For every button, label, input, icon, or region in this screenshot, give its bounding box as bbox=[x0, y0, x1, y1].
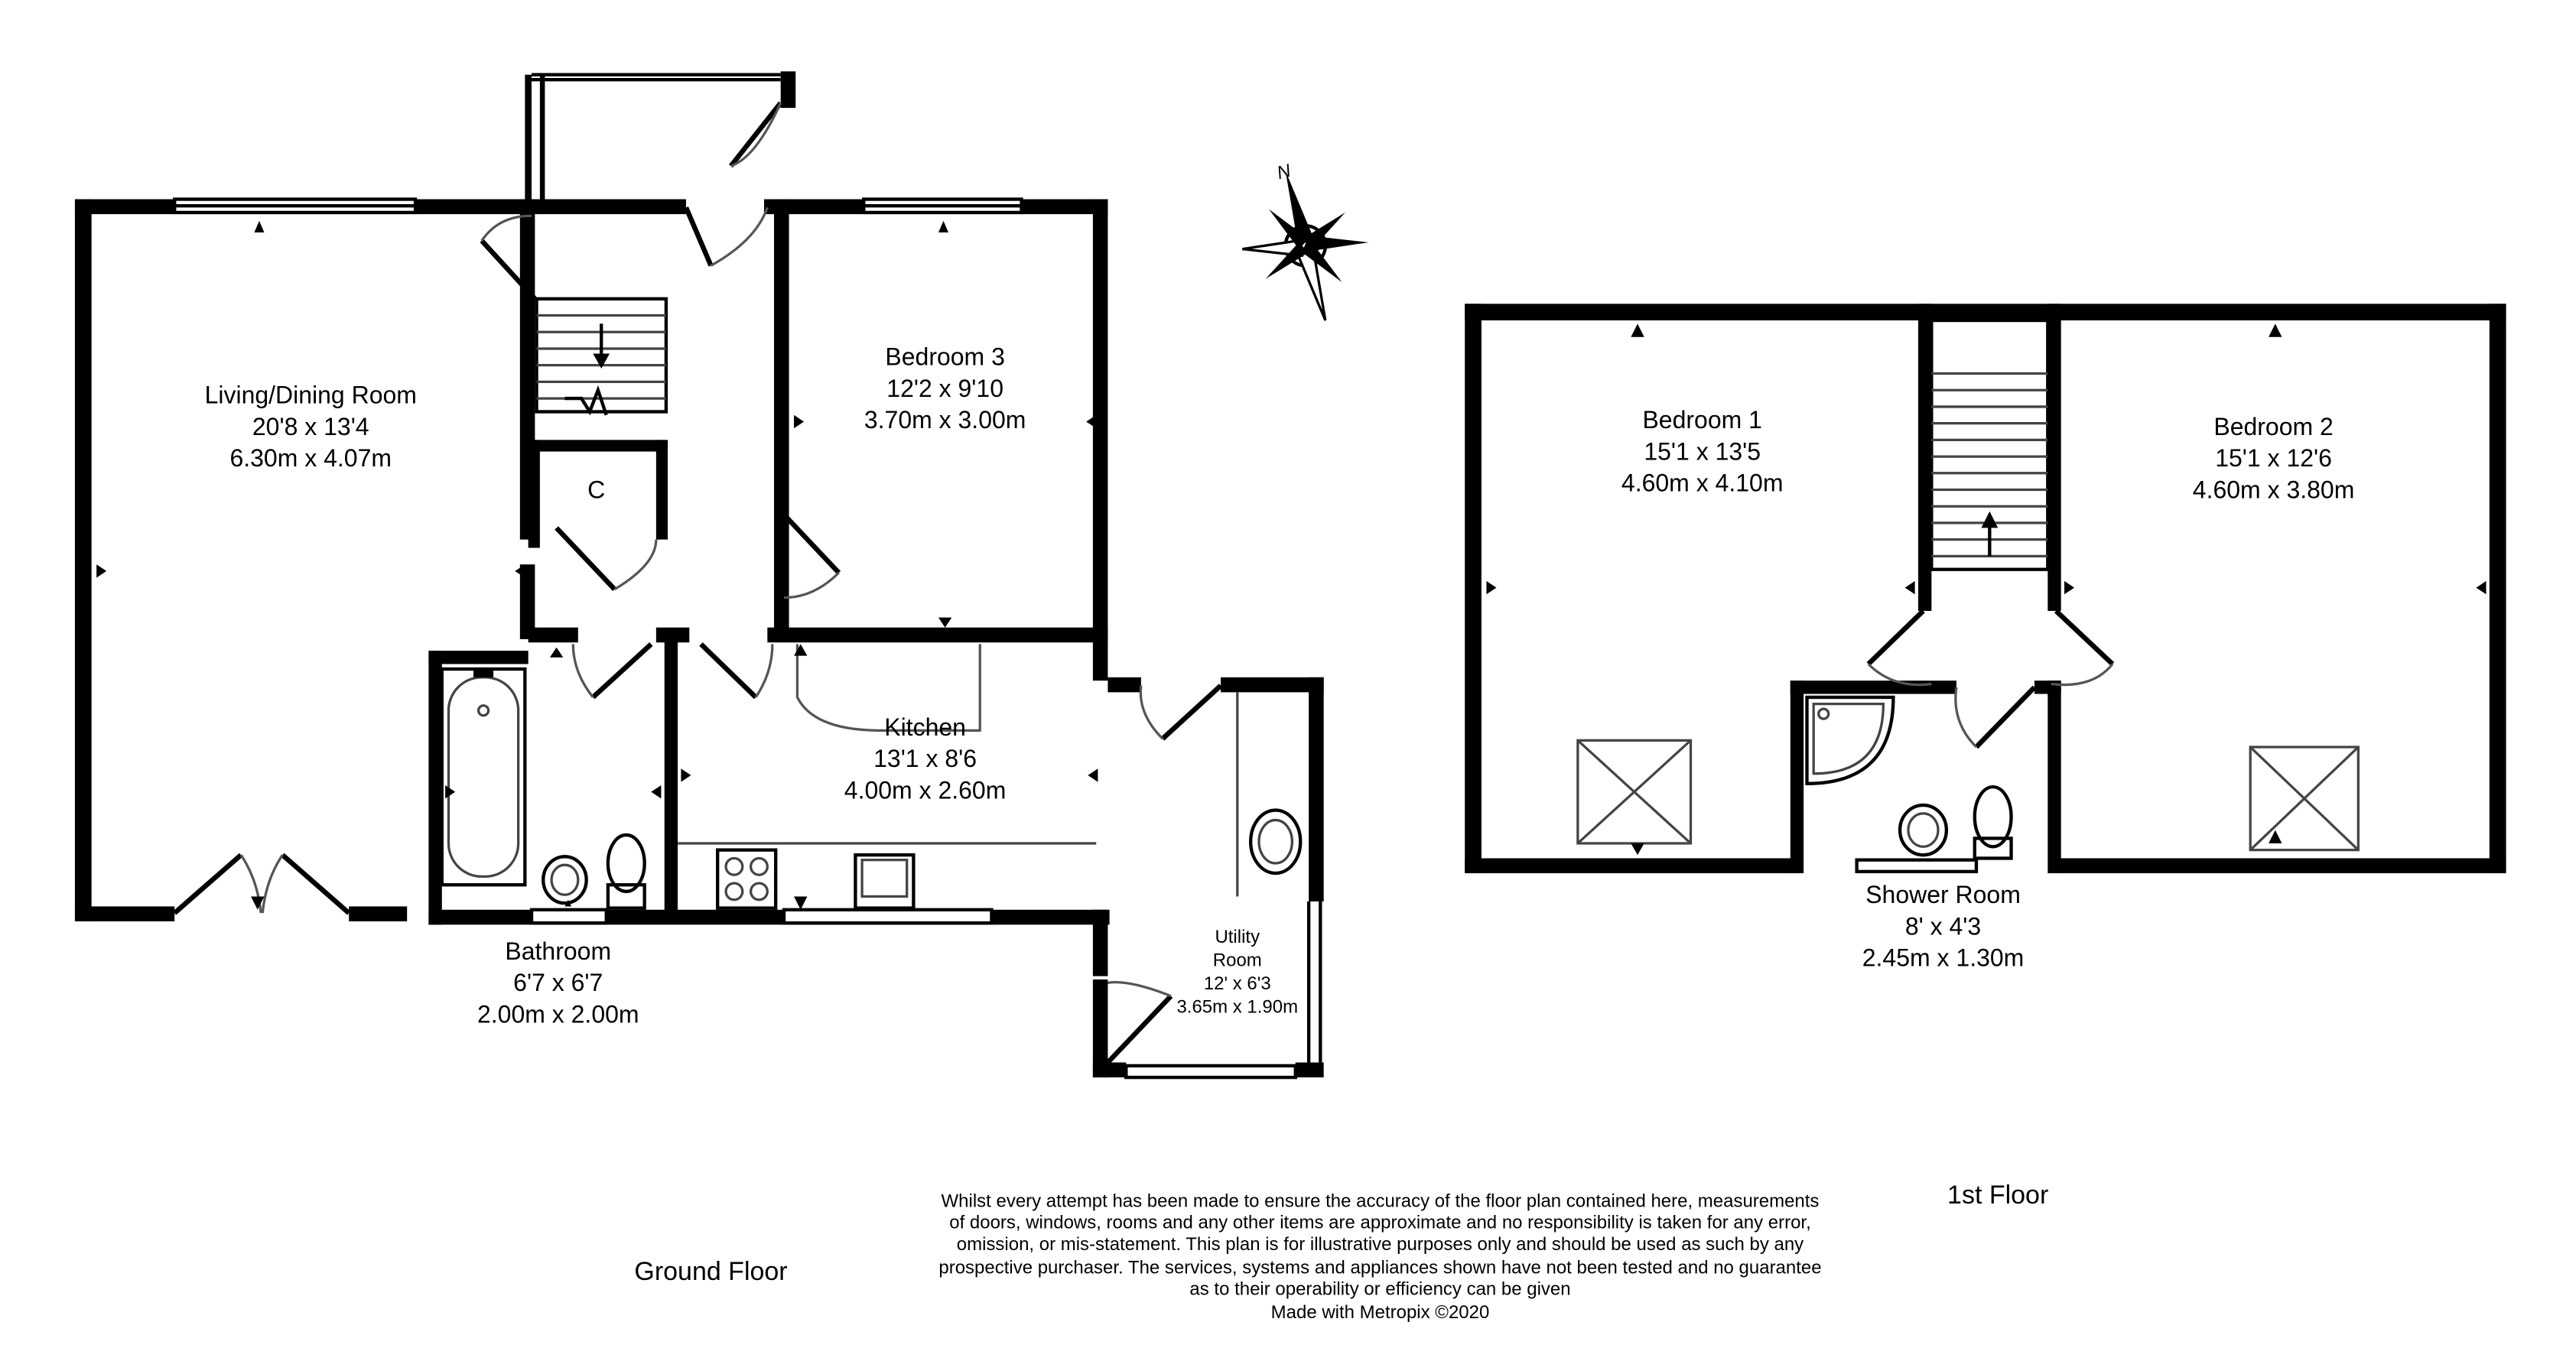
first-floor-plan bbox=[1465, 304, 2506, 1210]
disclaimer-line: as to their operability or efficiency can be given bbox=[1189, 1278, 1571, 1300]
shower-tray-icon bbox=[1807, 697, 1893, 784]
bathroom-metric: 2.00m x 2.00m bbox=[476, 1000, 639, 1028]
ground-floor-label: Ground Floor bbox=[634, 1256, 788, 1286]
shower-room-window bbox=[1857, 860, 1976, 872]
disclaimer-line: prospective purchaser. The services, systems and appliances shown have not been tested and no guarantee bbox=[938, 1257, 1822, 1278]
bedroom2-door[interactable] bbox=[2051, 611, 2113, 685]
bedroom1-metric: 4.60m x 4.10m bbox=[1621, 469, 1784, 497]
living-room-metric: 6.30m x 4.07m bbox=[229, 444, 392, 473]
utility-label bbox=[1176, 927, 1298, 1017]
bedroom2-name: Bedroom 2 bbox=[2213, 412, 2334, 440]
kitchen-name: Kitchen bbox=[884, 713, 966, 741]
living-room-label bbox=[205, 382, 417, 473]
bedroom3-name: Bedroom 3 bbox=[885, 343, 1005, 371]
bedroom1-label bbox=[1621, 406, 1784, 497]
disclaimer-line: Made with Metropix ©2020 bbox=[1270, 1301, 1490, 1323]
shower-room-label bbox=[1862, 881, 2025, 972]
living-room-french-doors[interactable] bbox=[174, 855, 349, 913]
bathroom-door[interactable] bbox=[573, 644, 651, 697]
bathroom-toilet-icon bbox=[608, 835, 645, 908]
bedroom2-metric: 4.60m x 3.80m bbox=[2192, 476, 2355, 504]
bathroom-window bbox=[532, 910, 607, 923]
disclaimer-line: omission, or mis-statement. This plan is for illustrative purposes only and should be used as such by any bbox=[956, 1233, 1804, 1255]
compass-icon bbox=[1242, 161, 1368, 320]
bedroom3-label bbox=[864, 343, 1026, 434]
bath-icon bbox=[442, 669, 525, 885]
cupboard-label: C bbox=[587, 476, 606, 504]
kitchen-window bbox=[784, 910, 991, 923]
shower-room-toilet-icon bbox=[1975, 787, 2012, 858]
first-floor-markers bbox=[1486, 323, 2486, 855]
kitchen-label bbox=[844, 713, 1007, 804]
living-room-name: Living/Dining Room bbox=[204, 381, 417, 409]
disclaimer-line: Whilst every attempt has been made to ensure the accuracy of the floor plan contained here, measurements bbox=[941, 1190, 1820, 1212]
bedroom3-door[interactable] bbox=[784, 515, 839, 598]
cupboard bbox=[529, 440, 668, 589]
first-floor-label: 1st Floor bbox=[1947, 1181, 2049, 1210]
front-door[interactable] bbox=[686, 103, 781, 266]
bedroom3-metric: 3.70m x 3.00m bbox=[864, 406, 1026, 434]
utility-imperial: 12' x 6'3 bbox=[1203, 973, 1271, 995]
shower-room-door[interactable] bbox=[1956, 687, 2034, 747]
disclaimer-line: of doors, windows, rooms and any other items are approximate and no responsibility is taken for any error, bbox=[949, 1212, 1811, 1233]
living-room-walls bbox=[75, 200, 535, 921]
bedroom2-imperial: 15'1 x 12'6 bbox=[2215, 444, 2332, 473]
bedroom3-imperial: 12'2 x 9'10 bbox=[886, 374, 1004, 402]
bedroom1-imperial: 15'1 x 13'5 bbox=[1644, 437, 1761, 466]
bedroom1-name: Bedroom 1 bbox=[1642, 406, 1762, 434]
compass-north-letter: N bbox=[1274, 160, 1293, 184]
bathroom-imperial: 6'7 x 6'7 bbox=[513, 969, 603, 997]
skylight-bedroom2-icon bbox=[2250, 747, 2358, 850]
shower-room-metric: 2.45m x 1.30m bbox=[1862, 944, 2025, 972]
utility-sink-icon bbox=[1251, 810, 1300, 874]
utility-name-line1: Utility bbox=[1215, 927, 1260, 948]
shower-room-name: Shower Room bbox=[1865, 881, 2021, 909]
porch bbox=[525, 71, 795, 207]
bedroom2-label bbox=[2193, 413, 2355, 504]
kitchen-metric: 4.00m x 2.60m bbox=[844, 776, 1007, 804]
hob-icon bbox=[717, 850, 776, 908]
bedroom1-door[interactable] bbox=[1869, 611, 1932, 685]
bathroom-basin-icon bbox=[543, 856, 586, 903]
first-floor-stairs bbox=[1931, 320, 2047, 570]
bathroom-label bbox=[477, 937, 639, 1028]
shower-room-imperial: 8' x 4'3 bbox=[1904, 912, 1982, 940]
disclaimer bbox=[938, 1190, 1821, 1322]
living-room-imperial: 20'8 x 13'4 bbox=[252, 412, 369, 440]
bathroom-name: Bathroom bbox=[505, 937, 612, 965]
utility-walls bbox=[1093, 677, 1324, 1077]
kitchen-sink-icon bbox=[855, 855, 913, 908]
kitchen-walls bbox=[1093, 628, 1108, 976]
skylight-bedroom1-icon bbox=[1578, 740, 1691, 843]
ground-floor-plan bbox=[75, 71, 1324, 1286]
utility-metric: 3.65m x 1.90m bbox=[1176, 996, 1299, 1018]
ground-stairs bbox=[537, 299, 666, 415]
shower-room-basin-icon bbox=[1900, 805, 1947, 855]
kitchen-imperial: 13'1 x 8'6 bbox=[873, 745, 977, 773]
utility-name-line2: Room bbox=[1212, 950, 1262, 971]
kitchen-door[interactable] bbox=[701, 644, 772, 697]
ground-markers bbox=[96, 221, 1098, 910]
bathroom-walls bbox=[428, 638, 1109, 925]
